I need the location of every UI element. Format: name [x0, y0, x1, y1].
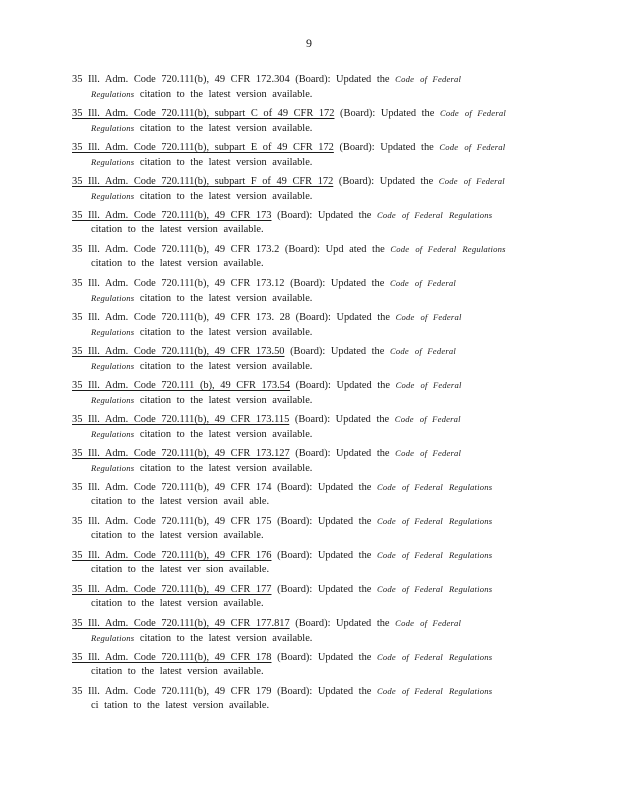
entry-line-1	[72, 378, 552, 393]
entry-text: (Board): Updated the	[334, 108, 440, 119]
entry-line-1	[72, 106, 552, 121]
entry-line-2	[72, 427, 552, 442]
entry-line-2	[72, 189, 552, 204]
entry-text: (Board): Updated the	[289, 618, 396, 629]
entry-text: (Board): Updated the	[271, 550, 377, 561]
amendment-entry	[72, 140, 552, 174]
italic-regulations: Regulations	[448, 550, 493, 560]
entry-text-cont: citation to the latest version available.	[91, 598, 264, 609]
italic-regulations: Regulations	[91, 327, 135, 337]
italic-code: Code	[395, 448, 415, 458]
entry-text-cont: citation to the latest version available.	[134, 327, 313, 338]
entry-line-2	[72, 121, 552, 136]
italic-code: Code	[395, 618, 415, 628]
entry-text-cont: citation to the latest version available.	[91, 258, 264, 269]
italic-of-federal: of Federal	[419, 414, 461, 424]
italic-regulations: Regulations	[91, 395, 135, 405]
entry-line-2	[72, 495, 552, 509]
entry-line-1	[72, 208, 552, 223]
entry-text-cont: citation to the latest version avail able.	[91, 496, 270, 507]
entry-text-cont: citation to the latest version available.	[134, 429, 313, 440]
entry-line-2	[72, 223, 552, 237]
entry-line-1	[72, 684, 552, 699]
italic-of-federal: of Federal	[420, 618, 462, 628]
italic-code: Code	[376, 686, 396, 696]
entry-line-1	[72, 344, 552, 359]
amendment-entry	[72, 310, 552, 344]
italic-of-federal: of Federal	[464, 108, 506, 118]
amendment-entry	[72, 378, 552, 412]
italic-regulations: Regulations	[91, 89, 135, 99]
italic-code: Code	[376, 652, 396, 662]
amendment-entry	[72, 276, 552, 310]
citation: 35 Ill. Adm. Code 720.111(b), 49 CFR 173.115	[72, 414, 290, 425]
italic-code: Code	[395, 312, 415, 322]
entry-text-cont: citation to the latest version available.	[134, 633, 313, 644]
citation: 35 Ill. Adm. Code 720.111(b), 49 CFR 177	[72, 584, 272, 595]
italic-of-federal: of Federal	[415, 244, 457, 254]
citation: 35 Ill. Adm. Code 720.111(b), 49 CFR 174	[72, 482, 272, 493]
citation: 35 Ill. Adm. Code 720.111(b), 49 CFR 175	[72, 516, 272, 527]
entry-text-cont: citation to the latest version available.	[91, 666, 264, 677]
italic-code: Code	[389, 346, 409, 356]
entry-line-2	[72, 563, 552, 577]
entry-line-1	[72, 514, 552, 529]
italic-of-federal: of Federal	[401, 550, 443, 560]
entry-line-2	[72, 461, 552, 476]
entry-text: (Board): Upd ated the	[279, 244, 391, 255]
entry-line-1	[72, 242, 552, 257]
amendment-entry	[72, 446, 552, 480]
italic-code: Code	[390, 244, 410, 254]
citation: 35 Ill. Adm. Code 720.111(b), 49 CFR 173.50	[72, 346, 285, 357]
entry-text-cont: citation to the latest version available.	[134, 293, 313, 304]
amendment-entry	[72, 208, 552, 242]
amendment-entry	[72, 650, 552, 684]
entry-line-2	[72, 87, 552, 102]
entry-text: (Board): Updated the	[271, 652, 377, 663]
entry-line-1	[72, 174, 552, 189]
italic-of-federal: of Federal	[464, 142, 506, 152]
italic-code: Code	[376, 550, 396, 560]
entry-line-1	[72, 582, 552, 597]
amendment-entry	[72, 684, 552, 718]
citation: 35 Ill. Adm. Code 720.111(b), subpart F of 49 CFR 172	[72, 176, 334, 187]
entry-text: (Board): Updated the	[289, 414, 395, 425]
entry-line-2	[72, 291, 552, 306]
entry-text-cont: citation to the latest version available.	[134, 157, 313, 168]
italic-regulations: Regulations	[91, 361, 135, 371]
citation: 35 Ill. Adm. Code 720.111(b), subpart E of 49 CFR 172	[72, 142, 334, 153]
italic-regulations: Regulations	[91, 429, 135, 439]
entry-line-1	[72, 548, 552, 563]
italic-code: Code	[395, 380, 415, 390]
entry-text: (Board): Updated the	[271, 584, 377, 595]
citation: 35 Ill. Adm. Code 720.111(b), 49 CFR 178	[72, 652, 272, 663]
amendment-entry	[72, 582, 552, 616]
entry-line-1	[72, 140, 552, 155]
italic-code: Code	[376, 584, 396, 594]
entry-line-1	[72, 616, 552, 631]
entry-line-2	[72, 393, 552, 408]
italic-regulations: Regulations	[448, 482, 493, 492]
italic-of-federal: of Federal	[463, 176, 505, 186]
amendment-entry	[72, 548, 552, 582]
entry-text-cont: ci tation to the latest version available.	[91, 700, 270, 711]
entry-line-2	[72, 257, 552, 271]
italic-code: Code	[395, 74, 415, 84]
entry-text: (Board): Updated the	[271, 482, 377, 493]
italic-code: Code	[389, 278, 409, 288]
entry-text: (Board): Updated the	[289, 448, 396, 459]
italic-of-federal: of Federal	[420, 448, 462, 458]
italic-code: Code	[394, 414, 414, 424]
italic-regulations: Regulations	[462, 244, 506, 254]
italic-of-federal: of Federal	[420, 380, 462, 390]
citation: 35 Ill. Adm. Code 720.111(b), 49 CFR 173.12	[72, 278, 285, 289]
entry-line-2	[72, 529, 552, 543]
italic-code: Code	[439, 142, 459, 152]
entry-line-2	[72, 325, 552, 340]
citation: 35 Ill. Adm. Code 720.111(b), subpart C of 49 CFR 172	[72, 108, 335, 119]
italic-of-federal: of Federal	[401, 686, 443, 696]
citation: 35 Ill. Adm. Code 720.111 (b), 49 CFR 173.54	[72, 380, 291, 391]
entry-line-1	[72, 412, 552, 427]
citation: 35 Ill. Adm. Code 720.111(b), 49 CFR 173. 28	[72, 312, 291, 323]
citation: 35 Ill. Adm. Code 720.111(b), 49 CFR 173.2	[72, 244, 280, 255]
entry-line-1	[72, 446, 552, 461]
italic-of-federal: of Federal	[401, 652, 443, 662]
page-number: 9	[306, 36, 312, 50]
entry-text: (Board): Updated the	[271, 210, 377, 221]
entry-text-cont: citation to the latest version available.	[91, 224, 264, 235]
entry-text-cont: citation to the latest version available.	[134, 395, 313, 406]
amendment-entry	[72, 344, 552, 378]
entry-text-cont: citation to the latest version available.	[134, 463, 313, 474]
amendment-entry	[72, 72, 552, 106]
entry-text: (Board): Updated the	[290, 380, 396, 391]
citation: 35 Ill. Adm. Code 720.111(b), 49 CFR 179	[72, 686, 272, 697]
italic-of-federal: of Federal	[401, 516, 443, 526]
entry-line-2	[72, 359, 552, 374]
entry-text-cont: citation to the latest version available.	[134, 89, 313, 100]
italic-regulations: Regulations	[448, 584, 493, 594]
entry-text: (Board): Updated the	[271, 516, 377, 527]
entry-line-1	[72, 276, 552, 291]
italic-of-federal: of Federal	[414, 278, 456, 288]
amendment-entry	[72, 480, 552, 514]
entry-line-1	[72, 480, 552, 495]
entry-line-2	[72, 597, 552, 611]
italic-regulations: Regulations	[91, 293, 135, 303]
entry-text-cont: citation to the latest version available.	[134, 123, 313, 134]
italic-regulations: Regulations	[91, 633, 135, 643]
italic-regulations: Regulations	[91, 191, 135, 201]
amendment-entry	[72, 412, 552, 446]
amendment-entry	[72, 242, 552, 276]
italic-code: Code	[376, 516, 396, 526]
italic-regulations: Regulations	[448, 210, 493, 220]
amendment-entry	[72, 616, 552, 650]
italic-regulations: Regulations	[91, 123, 135, 133]
entry-text: (Board): Updated the	[333, 142, 440, 153]
italic-of-federal: of Federal	[420, 312, 462, 322]
italic-of-federal: of Federal	[401, 584, 443, 594]
italic-of-federal: of Federal	[414, 346, 456, 356]
entry-text: (Board): Updated the	[284, 346, 390, 357]
amendment-entry	[72, 174, 552, 208]
amendment-list	[72, 72, 552, 718]
entry-text-cont: citation to the latest ver sion available.	[91, 564, 270, 575]
entry-text: (Board): Updated the	[290, 312, 396, 323]
citation: 35 Ill. Adm. Code 720.111(b), 49 CFR 172.304	[72, 74, 290, 85]
entry-line-2	[72, 155, 552, 170]
italic-code: Code	[439, 108, 459, 118]
italic-regulations: Regulations	[448, 686, 493, 696]
entry-text: (Board): Updated the	[289, 74, 396, 85]
entry-text-cont: citation to the latest version available.	[91, 530, 264, 541]
entry-text: (Board): Updated the	[271, 686, 377, 697]
citation: 35 Ill. Adm. Code 720.111(b), 49 CFR 173.127	[72, 448, 290, 459]
entry-line-2	[72, 665, 552, 679]
italic-of-federal: of Federal	[401, 482, 443, 492]
italic-regulations: Regulations	[91, 463, 135, 473]
citation: 35 Ill. Adm. Code 720.111(b), 49 CFR 176	[72, 550, 272, 561]
italic-of-federal: of Federal	[420, 74, 462, 84]
entry-text-cont: citation to the latest version available.	[134, 191, 313, 202]
entry-line-1	[72, 650, 552, 665]
amendment-entry	[72, 514, 552, 548]
entry-text-cont: citation to the latest version available.	[134, 361, 313, 372]
entry-line-1	[72, 310, 552, 325]
italic-regulations: Regulations	[448, 516, 493, 526]
amendment-entry	[72, 106, 552, 140]
entry-text: (Board): Updated the	[284, 278, 390, 289]
citation: 35 Ill. Adm. Code 720.111(b), 49 CFR 173	[72, 210, 272, 221]
italic-regulations: Regulations	[448, 652, 493, 662]
entry-line-2	[72, 699, 552, 713]
italic-regulations: Regulations	[91, 157, 135, 167]
italic-code: Code	[438, 176, 458, 186]
italic-of-federal: of Federal	[401, 210, 443, 220]
italic-code: Code	[376, 210, 396, 220]
citation: 35 Ill. Adm. Code 720.111(b), 49 CFR 177.817	[72, 618, 290, 629]
entry-text: (Board): Updated the	[333, 176, 439, 187]
entry-line-2	[72, 631, 552, 646]
entry-line-1	[72, 72, 552, 87]
italic-code: Code	[376, 482, 396, 492]
